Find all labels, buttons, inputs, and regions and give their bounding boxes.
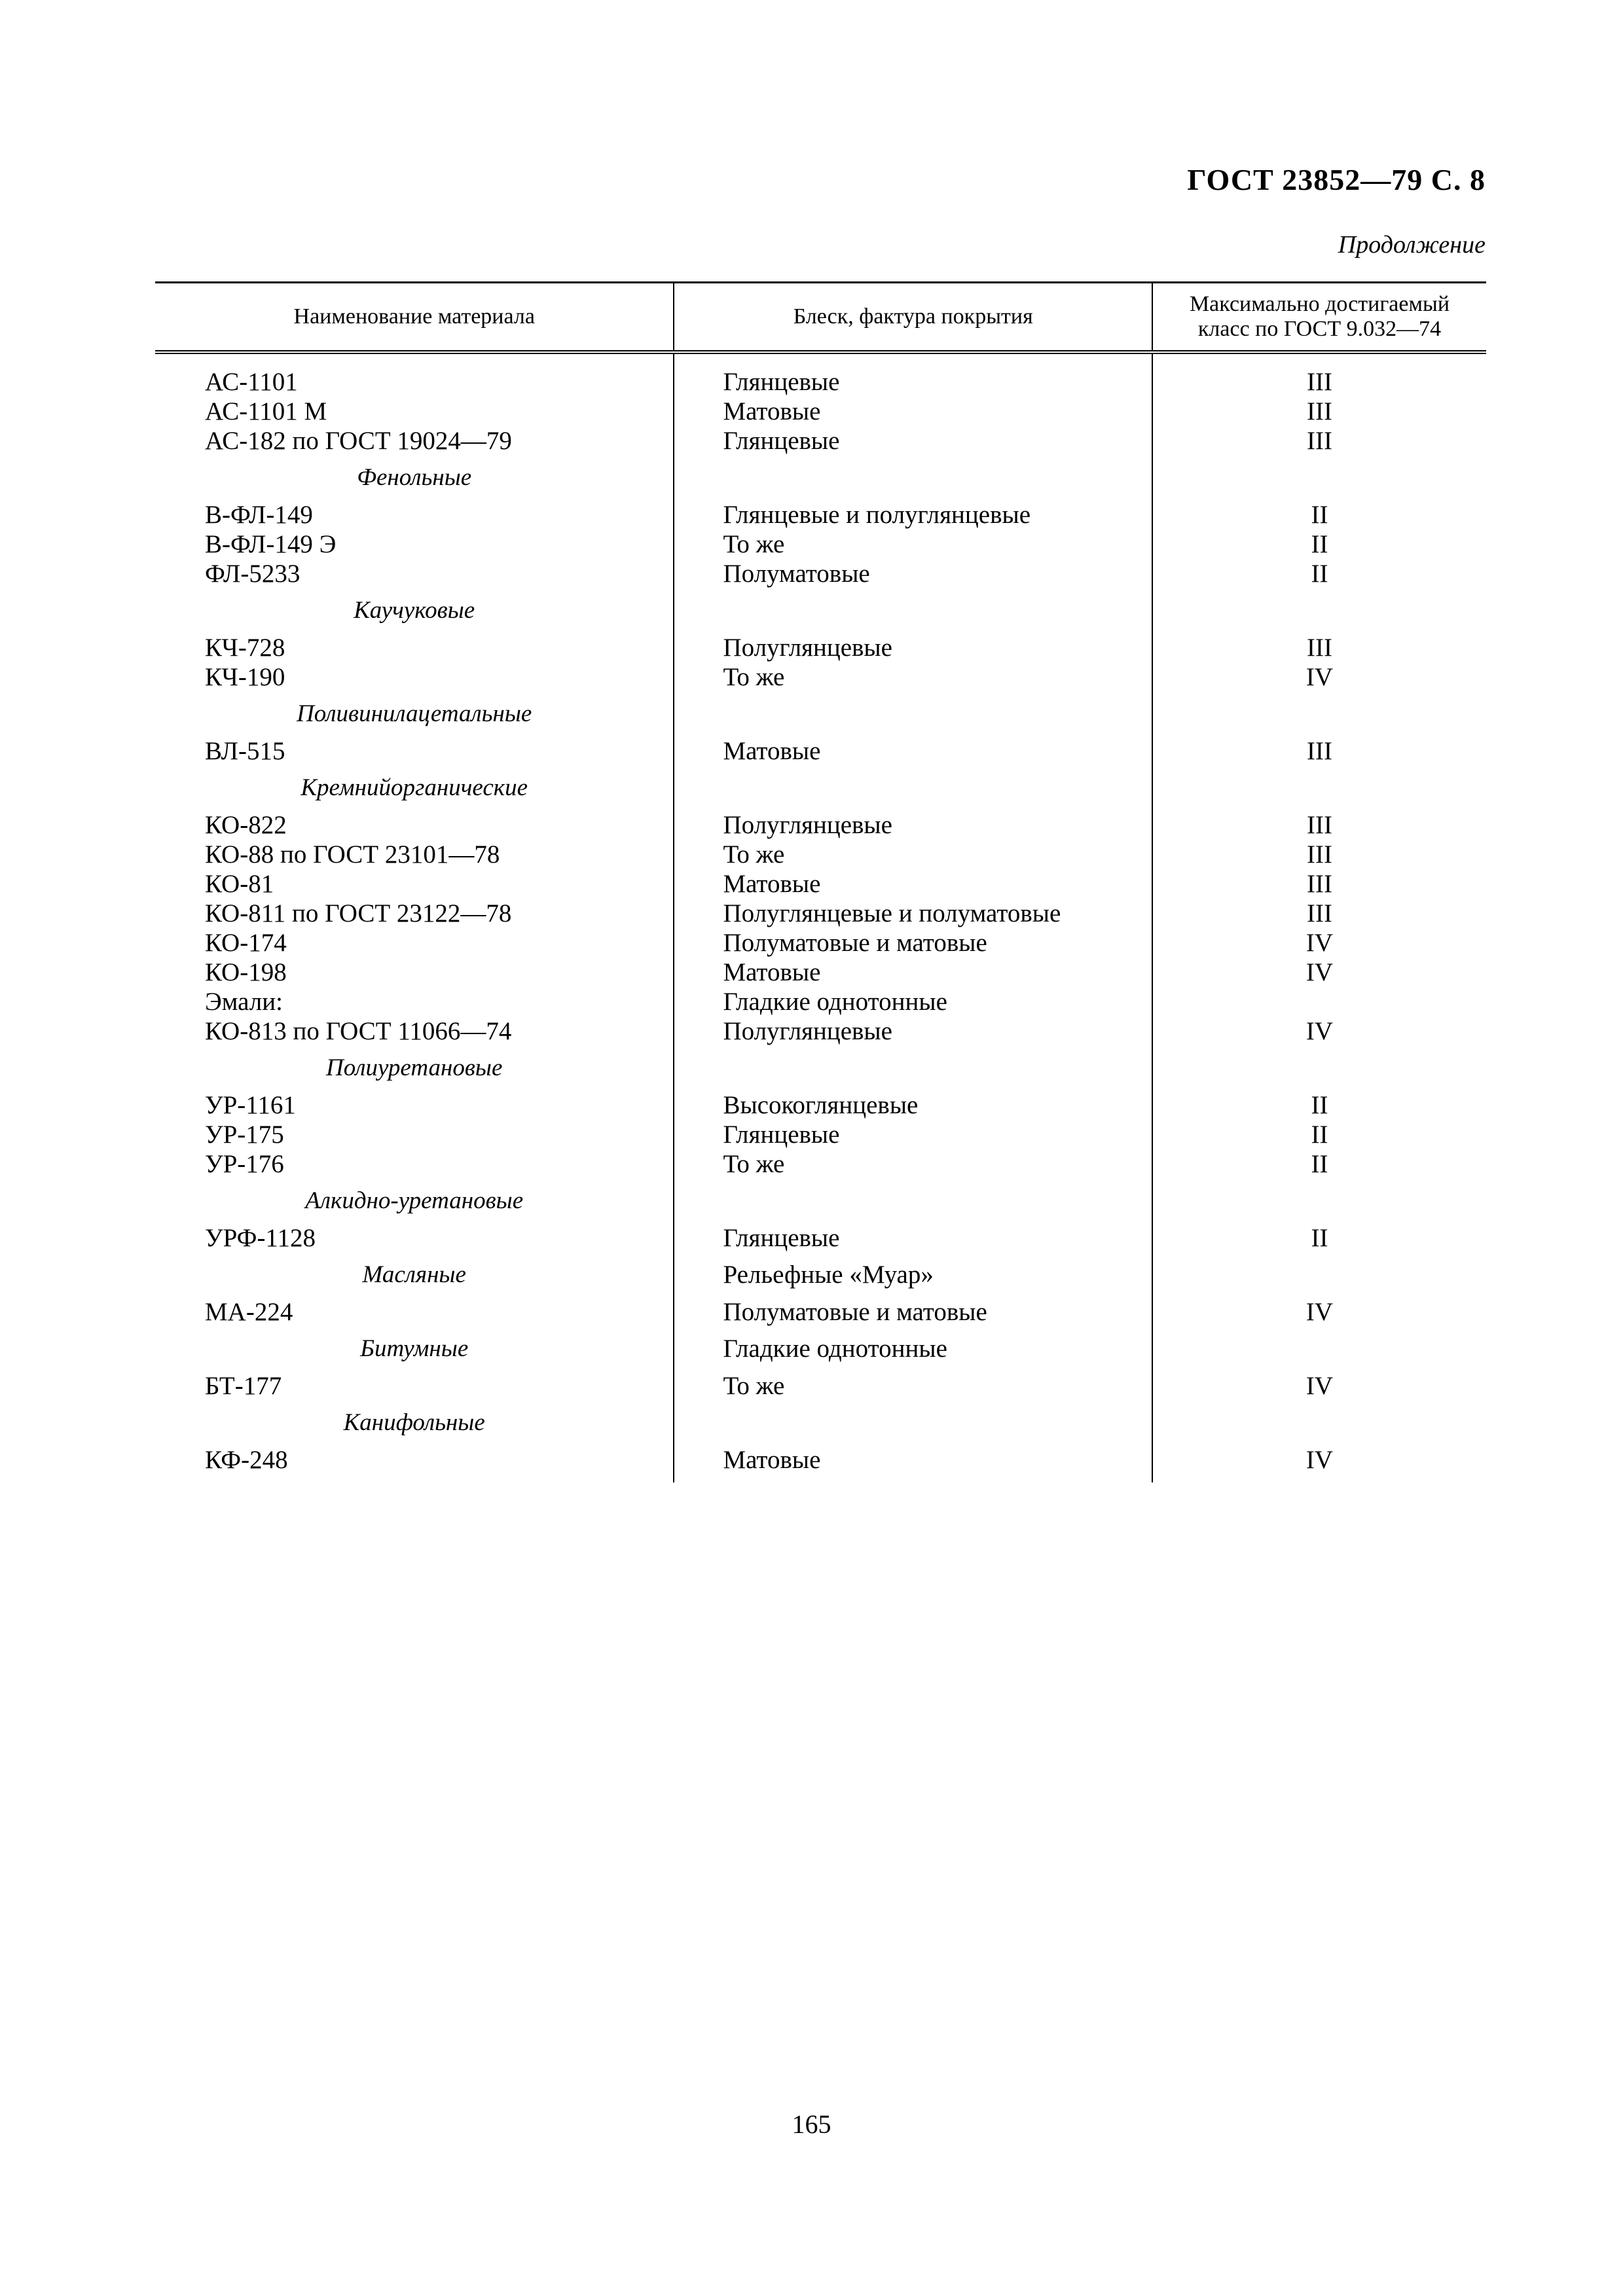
finish-cell: То же xyxy=(723,840,785,869)
group-spacer xyxy=(674,692,1152,736)
group-finish-cell: Гладкие однотонные xyxy=(723,1335,947,1363)
group-spacer xyxy=(674,1046,1152,1090)
column-class xyxy=(1152,354,1486,1482)
finish-cell: Полуматовые и матовые xyxy=(723,929,987,957)
group-spacer xyxy=(1153,456,1486,500)
material-cell: КО-81 xyxy=(205,870,274,898)
group-spacer xyxy=(1153,588,1486,633)
group-heading: Масляные xyxy=(362,1261,466,1288)
finish-cell: Матовые xyxy=(723,397,821,425)
class-cell: III xyxy=(1307,634,1332,662)
class-cell: IV xyxy=(1305,958,1334,986)
class-cell: IV xyxy=(1305,1017,1334,1045)
class-cell: IV xyxy=(1305,1446,1334,1474)
column-material xyxy=(155,354,673,1482)
class-cell: III xyxy=(1307,427,1332,455)
finish-cell: Глянцевые xyxy=(723,1224,840,1252)
group-spacer xyxy=(1153,1179,1486,1223)
class-cell: III xyxy=(1307,368,1332,396)
material-cell: КО-174 xyxy=(205,929,287,957)
class-cell: II xyxy=(1311,1091,1328,1119)
group-spacer xyxy=(1153,766,1486,810)
group-spacer xyxy=(1153,1327,1486,1371)
group-spacer xyxy=(674,588,1152,633)
material-cell: В-ФЛ-149 xyxy=(205,501,313,529)
material-cell: АС-182 по ГОСТ 19024—79 xyxy=(205,427,512,455)
header-finish: Блеск, фактура покрытия xyxy=(673,283,1152,350)
class-cell: IV xyxy=(1305,1372,1334,1400)
table-header xyxy=(155,283,1486,354)
material-cell: ФЛ-5233 xyxy=(205,560,301,588)
class-cell: II xyxy=(1311,1150,1328,1178)
finish-cell: Высокоглянцевые xyxy=(723,1091,919,1119)
group-spacer xyxy=(674,1179,1152,1223)
header-material: Наименование материала xyxy=(293,304,535,329)
finish-cell: Полуглянцевые xyxy=(723,1017,892,1045)
continuation-label: Продолжение xyxy=(1338,231,1486,259)
material-cell: УР-176 xyxy=(205,1150,284,1178)
finish-cell: Полуглянцевые и полуматовые xyxy=(723,899,1061,927)
finish-cell: Гладкие однотонные xyxy=(723,988,947,1016)
material-cell: БТ-177 xyxy=(205,1372,282,1400)
finish-cell: То же xyxy=(723,530,785,558)
finish-cell: Матовые xyxy=(723,1446,821,1474)
finish-cell: Глянцевые xyxy=(723,368,840,396)
class-cell: II xyxy=(1311,1121,1328,1149)
finish-cell: Глянцевые xyxy=(723,1121,840,1149)
group-heading: Полиуретановые xyxy=(326,1054,503,1081)
material-cell: УР-175 xyxy=(205,1121,284,1149)
group-spacer xyxy=(1153,1046,1486,1090)
finish-cell: Глянцевые xyxy=(723,427,840,455)
material-cell: УРФ-1128 xyxy=(205,1224,316,1252)
class-cell: II xyxy=(1311,560,1328,588)
materials-table xyxy=(155,281,1486,1482)
material-cell: КО-88 по ГОСТ 23101—78 xyxy=(205,840,500,869)
class-cell: IV xyxy=(1305,663,1334,691)
class-cell: III xyxy=(1307,870,1332,898)
material-cell: В-ФЛ-149 Э xyxy=(205,530,337,558)
material-cell: АС-1101 М xyxy=(205,397,327,425)
group-spacer xyxy=(1153,692,1486,736)
group-heading: Битумные xyxy=(360,1335,469,1362)
class-cell: II xyxy=(1311,530,1328,558)
class-cell xyxy=(1153,987,1486,1016)
material-cell: КО-813 по ГОСТ 11066—74 xyxy=(205,1017,512,1045)
finish-cell: То же xyxy=(723,1372,785,1400)
class-cell: III xyxy=(1307,811,1332,839)
document-header: ГОСТ 23852—79 С. 8 xyxy=(1187,163,1486,196)
material-cell: ВЛ-515 xyxy=(205,737,285,765)
group-heading: Алкидно-уретановые xyxy=(305,1187,524,1214)
group-spacer xyxy=(674,1401,1152,1445)
material-cell: КО-822 xyxy=(205,811,287,839)
group-heading: Каучуковые xyxy=(354,597,475,624)
class-cell: IV xyxy=(1305,1298,1334,1326)
finish-cell: Полуматовые и матовые xyxy=(723,1298,987,1326)
material-cell: УР-1161 xyxy=(205,1091,296,1119)
finish-cell: Полуглянцевые xyxy=(723,634,892,662)
group-heading: Канифольные xyxy=(343,1409,485,1436)
group-spacer xyxy=(674,456,1152,500)
group-spacer xyxy=(1153,1253,1486,1297)
material-cell: КО-198 xyxy=(205,958,287,986)
finish-cell: То же xyxy=(723,1150,785,1178)
page-number: 165 xyxy=(792,2109,831,2139)
material-cell: КЧ-728 xyxy=(205,634,285,662)
class-cell: III xyxy=(1307,840,1332,869)
material-cell: АС-1101 xyxy=(205,368,298,396)
finish-cell: Матовые xyxy=(723,737,821,765)
finish-cell: Матовые xyxy=(723,958,821,986)
group-spacer xyxy=(1153,1401,1486,1445)
group-heading: Поливинилацетальные xyxy=(297,700,532,727)
class-cell: III xyxy=(1307,737,1332,765)
group-heading: Кремнийорганические xyxy=(301,774,528,801)
class-cell: III xyxy=(1307,397,1332,425)
finish-cell: Полуглянцевые xyxy=(723,811,892,839)
header-class: Максимально достигаемый класс по ГОСТ 9.032—74 xyxy=(1152,283,1486,350)
material-cell: КФ-248 xyxy=(205,1446,288,1474)
class-cell: III xyxy=(1307,899,1332,927)
material-cell: КЧ-190 xyxy=(205,663,285,691)
group-heading: Фенольные xyxy=(357,464,472,491)
group-spacer xyxy=(674,766,1152,810)
finish-cell: Матовые xyxy=(723,870,821,898)
material-cell: МА-224 xyxy=(205,1298,293,1326)
column-finish xyxy=(673,354,1152,1482)
group-finish-cell: Рельефные «Муар» xyxy=(723,1261,934,1289)
material-cell: КО-811 по ГОСТ 23122—78 xyxy=(205,899,512,927)
table-body xyxy=(155,354,1486,1482)
finish-cell: Глянцевые и полуглянцевые xyxy=(723,501,1031,529)
finish-cell: То же xyxy=(723,663,785,691)
material-cell: Эмали: xyxy=(205,988,283,1016)
class-cell: II xyxy=(1311,1224,1328,1252)
class-cell: II xyxy=(1311,501,1328,529)
class-cell: IV xyxy=(1305,929,1334,957)
finish-cell: Полуматовые xyxy=(723,560,870,588)
